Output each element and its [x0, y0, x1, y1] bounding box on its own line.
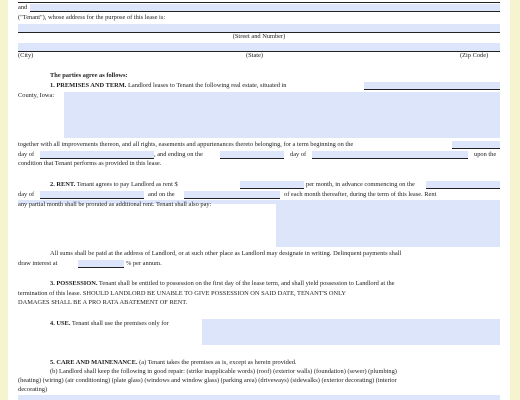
- term2-dayof2: day of: [290, 151, 307, 158]
- rent-each-month: of each month thereafter, during the term of this lease. Rent: [284, 191, 437, 198]
- county-underline: [364, 89, 500, 90]
- sec2-line1: [50, 181, 178, 189]
- rent-prorate-text: any partial month shall be prorated as additional rent. Tenant shall also pay:: [18, 201, 212, 208]
- and-text: and: [18, 4, 28, 11]
- lease-form-page: [8, 0, 510, 400]
- sec3-heading: 3. POSSESSION.: [50, 280, 98, 287]
- use-purpose-field[interactable]: [202, 319, 500, 345]
- rent-and-on: and on the: [148, 191, 175, 198]
- sec5-text: (a) Tenant takes the premises as is, except as herein provided.: [139, 359, 297, 366]
- term-begin-month-underline: [40, 158, 154, 159]
- rent-due-day-underline: [184, 198, 280, 199]
- state-label: (State): [246, 52, 264, 59]
- sec1-heading: 1. PREMISES AND TERM.: [50, 82, 127, 89]
- interest-rate-underline: [78, 267, 124, 268]
- sec5-line1: [50, 359, 297, 367]
- tenant-address-text: ("Tenant"), whose address for the purpose of this lease is:: [18, 14, 166, 21]
- county-iowa-text: County, Iowa:: [18, 92, 55, 99]
- sec5-line4: decorating): [18, 386, 48, 393]
- rent-dayof: day of: [18, 191, 35, 198]
- term2-upon: upon the: [474, 151, 497, 158]
- sec3-line1: [50, 280, 395, 288]
- term-end-day-underline: [220, 158, 284, 159]
- term-end-month-underline: [312, 158, 468, 159]
- rent-commence-month-underline: [40, 198, 144, 199]
- real-estate-description-field[interactable]: [64, 92, 500, 138]
- sec3-line3: DAMAGES SHALL BE A PRO RATA ABATEMENT OF RENT.: [18, 299, 188, 306]
- street-label: (Street and Number): [232, 33, 286, 40]
- term2-ending: , and ending on the: [154, 151, 203, 158]
- payment-line1: All sums shall be paid at the address of Landlord, or at such other place as Landlord may designate in writing. Delinquent payments shall: [50, 250, 402, 257]
- payment-interest-label: draw interest at: [18, 260, 58, 267]
- rent-commence-day-underline: [426, 188, 500, 189]
- sec5-continuation-field[interactable]: [18, 395, 500, 400]
- payment-per-annum: % per annum.: [126, 260, 162, 267]
- sec4-heading: 4. USE.: [50, 320, 71, 327]
- zip-label: (Zip Code): [460, 52, 489, 59]
- sec2-heading: 2. RENT.: [50, 181, 76, 188]
- sec1-line1: [50, 82, 286, 90]
- rent-amount-underline: [240, 188, 304, 189]
- additional-rent-field[interactable]: [276, 201, 500, 247]
- city-label: (City): [18, 52, 34, 59]
- top-rule: [18, 2, 500, 3]
- sec4-text: Tenant shall use the premises only for: [71, 320, 169, 327]
- term-line3: condition that Tenant performs as provided in this lease.: [18, 160, 162, 167]
- rent-per-month: per month, in advance commencing on the: [306, 181, 415, 188]
- term-begin-day-underline: [452, 148, 500, 149]
- term2-dayof: day of: [18, 151, 35, 158]
- street-field[interactable]: [18, 24, 500, 32]
- sec5-line2: (b) Landlord shall keep the following in good repair: (strike inapplicable words) (roof) (exterior walls) (foundation) (sewer) (plumbing): [50, 368, 397, 375]
- sec5-heading: 5. CARE AND MAINENANCE.: [50, 359, 138, 366]
- term-line1: together with all improvements thereon, and all rights, easements and appurtenances thereto belonging, for a term beginning on the: [18, 141, 354, 148]
- sec3-text: Tenant shall be entitled to possession on the first day of the lease term, and shall yield possession to Landlord at the: [98, 280, 395, 287]
- sec5-line3: (heating) (wiring) (air conditioning) (plate glass) (windows and window glass) (parking area) (driveways) (sidewalks) (exterior decorating) (interior: [18, 377, 397, 384]
- city-state-zip-field[interactable]: [18, 43, 500, 51]
- sec3-line2: termination of this lease. SHOULD LANDLORD BE UNABLE TO GIVE POSSESSION ON SAID DATE, TENANT'S ONLY: [18, 290, 347, 297]
- sec1-text: Landlord leases to Tenant the following real estate, situated in: [128, 82, 287, 89]
- sec4-line: [50, 320, 169, 328]
- intro-text: The parties agree as follows:: [50, 72, 128, 79]
- sec2-text: Tenant agrees to pay Landlord as rent $: [76, 181, 178, 188]
- landlord-name-underline: [30, 11, 500, 12]
